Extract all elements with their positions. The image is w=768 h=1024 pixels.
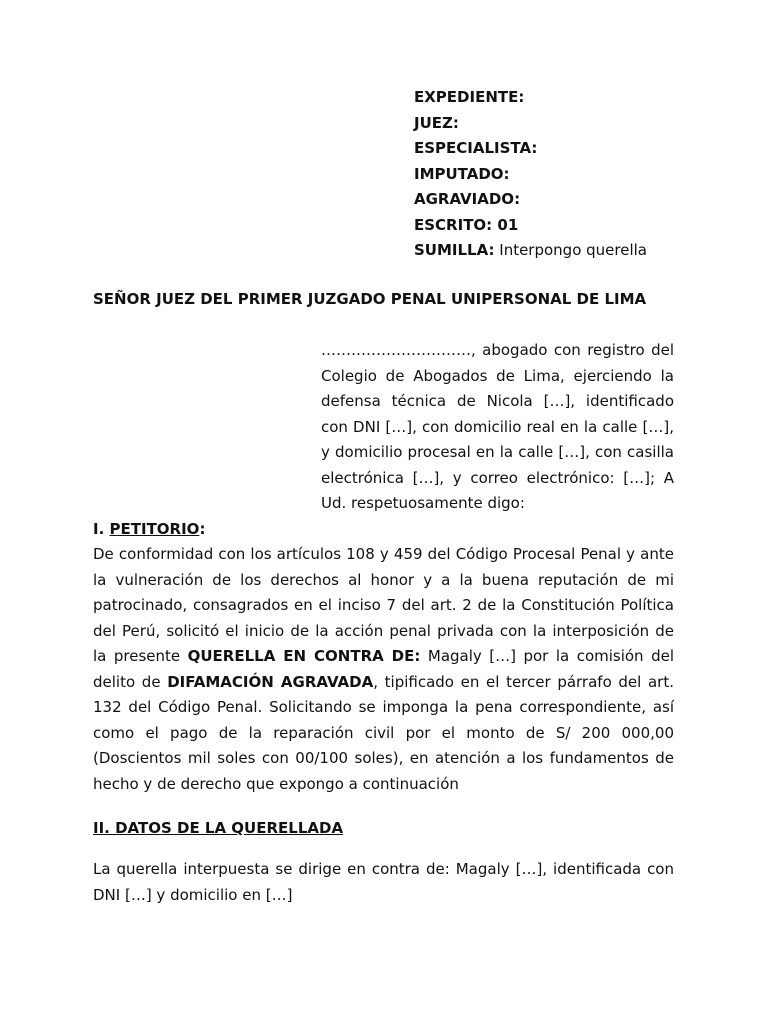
- petitorio-text-1: De conformidad con los artículos 108 y 459 del Código Procesal Penal y ante la vulneración de los derechos al honor y a la buena reputación de mi patrocinado, consagrados en el inciso 7 del art. 2 de la Constitución Política del Perú, solicitó el inicio de la acción penal privada con la interposición de la presente: [93, 545, 674, 665]
- escrito-label: ESCRITO: 01: [414, 215, 519, 234]
- petitorio-bold-difamacion: DIFAMACIÓN AGRAVADA: [167, 672, 374, 691]
- juez-line: [414, 111, 744, 137]
- section-datos-title: II. DATOS DE LA QUERELLADA: [93, 819, 344, 837]
- section-colon: :: [199, 520, 206, 538]
- petitorio-text-3: , tipificado en el tercer párrafo del art. 132 del Código Penal. Solicitando se imponga la pena correspondiente, así como el pago de la reparación civil por el monto de S/ 200 000,00 (Doscientos mil soles con 00/100 soles), en atención a los fundamentos de hecho y de derecho que expongo a continuación: [93, 672, 674, 793]
- case-header: [414, 85, 744, 264]
- expediente-label: EXPEDIENTE:: [414, 88, 525, 106]
- section-petitorio-title: [93, 518, 205, 540]
- agraviado-label: AGRAVIADO:: [414, 190, 521, 208]
- petitorio-paragraph: [93, 542, 674, 797]
- petitorio-text-2: Magaly […] por la comisión del delito de: [93, 647, 674, 691]
- escrito-line: [414, 213, 744, 239]
- imputado-label: IMPUTADO:: [414, 164, 510, 183]
- petitorio-bold-querella: QUERELLA EN CONTRA DE:: [187, 647, 421, 665]
- sumilla-label: SUMILLA:: [414, 241, 495, 259]
- intro-paragraph: …………………………, abogado con registro del Colegio de Abogados de Lima, ejerciendo la defensa técnica de Nicola […], identificado con DNI […], con domicilio real en la calle […], y domicilio procesal en la calle […], con casilla electrónica […], y correo electrónico: […]; A Ud. respetuosamente digo:: [321, 341, 674, 512]
- sumilla-line: [414, 238, 744, 264]
- especialista-label: ESPECIALISTA:: [414, 139, 538, 157]
- juez-label: JUEZ:: [414, 113, 459, 132]
- section-number: I.: [93, 520, 110, 538]
- sumilla-value: Interpongo querella: [494, 241, 647, 259]
- imputado-line: [414, 162, 744, 188]
- expediente-line: [414, 85, 744, 111]
- section-title-text: PETITORIO: [109, 520, 200, 538]
- court-address: SEÑOR JUEZ DEL PRIMER JUZGADO PENAL UNIPERSONAL DE LIMA: [93, 290, 647, 308]
- especialista-line: [414, 136, 744, 162]
- agraviado-line: [414, 187, 744, 213]
- datos-paragraph: La querella interpuesta se dirige en contra de: Magaly […], identificada con DNI […] y domicilio en […]: [93, 860, 674, 904]
